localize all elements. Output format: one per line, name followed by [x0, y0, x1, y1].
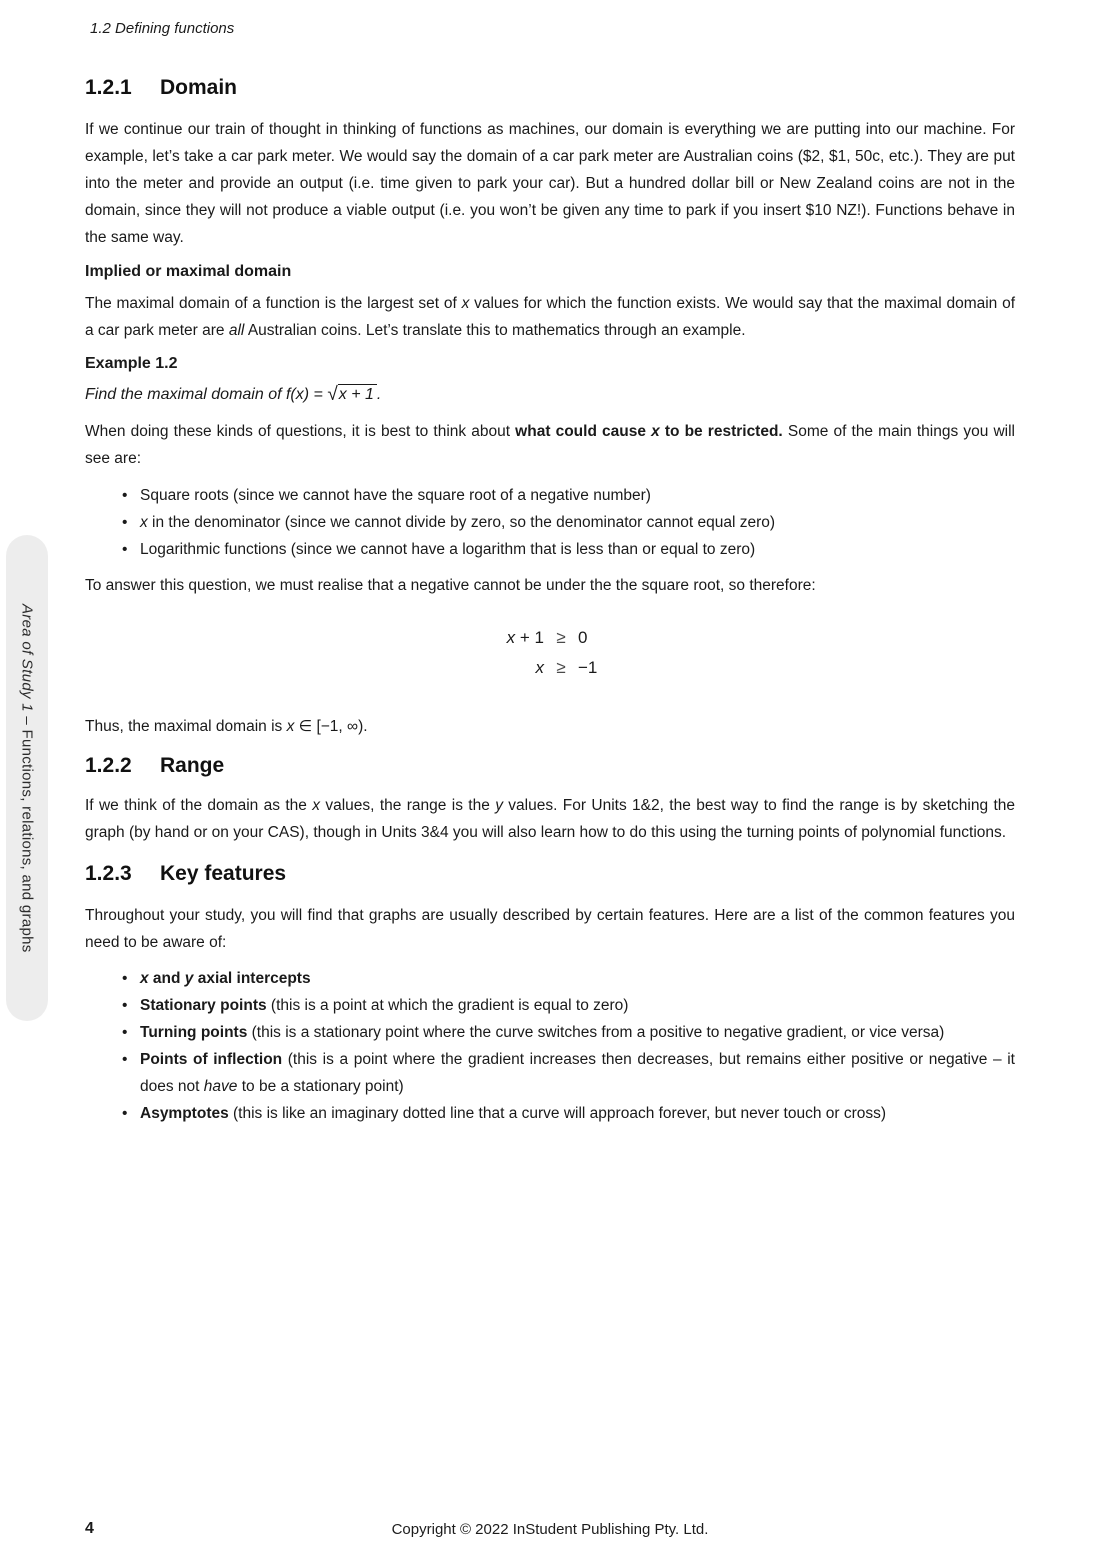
key-features-intro-paragraph: Throughout your study, you will find that graphs are usually described by certain features. Here are a list of the common features you need to be aware of: [85, 907, 1015, 951]
text-segment: values. For Units 1&2, the best way to find the range is by sketching the graph (by hand or on your CAS), though in Units 3&4 you will also learn how to do this using the turning points of polynomial functions. [85, 797, 1015, 841]
sqrt-expression [327, 386, 377, 403]
text-segment: If we think of the domain as the [85, 797, 313, 814]
radical-sign: √ [327, 384, 338, 405]
math-var-x: x [651, 423, 660, 440]
bullet-marker: • [122, 487, 128, 504]
section-heading-domain [85, 76, 1015, 100]
math-var-y: y [495, 797, 503, 814]
math-var-x: x [140, 970, 149, 987]
geq-operator: ≥ [556, 658, 566, 677]
text-segment: in the denominator (since we cannot divide by zero, so the denominator cannot equal zero) [147, 514, 776, 531]
section-number: 1.2.3 [85, 862, 132, 885]
bullet-item [85, 1100, 1015, 1127]
bullet-item [85, 965, 1015, 992]
equation-rhs: 0 [578, 628, 588, 647]
emphasis-have: have [203, 1078, 238, 1095]
example-label: Example 1.2 [85, 355, 178, 372]
restriction-bullet-list [85, 482, 1015, 563]
text-segment: (this is a point where the gradient increases then decreases, but remains either positive or negative – it does not [140, 1051, 1015, 1095]
bullet-text [140, 992, 1015, 1019]
bullet-item [85, 482, 1015, 509]
section-heading-range [85, 754, 1015, 778]
section-title: Key features [160, 862, 287, 885]
example-question [85, 377, 1015, 413]
range-paragraph [85, 792, 1015, 846]
section-number: 1.2.2 [85, 754, 132, 777]
bullet-text [140, 509, 1015, 536]
bullet-text [140, 1046, 1015, 1100]
restriction-paragraph [85, 418, 1015, 472]
equation-rhs: −1 [578, 658, 598, 677]
sidebar-series-subtitle: – Functions, relations, and graphs [18, 711, 36, 953]
feature-term: Turning points [140, 1024, 248, 1041]
bullet-item [85, 509, 1015, 536]
equation-row [482, 623, 618, 653]
question-text: . [376, 386, 382, 403]
feature-term: Stationary points [140, 997, 267, 1014]
text-segment: Some of the main things you will see are: [85, 423, 1015, 467]
answer-paragraph: To answer this question, we must realise that a negative cannot be under the the square root, so therefore: [85, 577, 816, 594]
bullet-item [85, 536, 1015, 563]
text-segment: The maximal domain of a function is the largest set of [85, 295, 462, 312]
equation-row [482, 653, 618, 683]
feature-term: Asymptotes [140, 1105, 229, 1122]
bullet-marker: • [122, 1105, 128, 1122]
maximal-domain-paragraph [85, 290, 1015, 344]
geq-operator: ≥ [556, 628, 566, 647]
bullet-text: Logarithmic functions (since we cannot have a logarithm that is less than or equal to zero) [140, 541, 756, 558]
section-number: 1.2.1 [85, 76, 132, 99]
text-segment: values, the range is the [320, 797, 496, 814]
bullet-text [140, 1019, 1015, 1046]
radicand: x + 1 [338, 384, 377, 405]
text-segment: values for which the function exists. We would say that the maximal domain of a car park meter are [85, 295, 1015, 339]
bullet-text [140, 1100, 1015, 1127]
text-segment: When doing these kinds of questions, it is best to think about [85, 423, 516, 440]
math-text: + 1 [515, 628, 544, 647]
math-text: ∈ [−1, ∞). [294, 718, 368, 735]
math-var-y: y [184, 970, 194, 987]
bullet-text [140, 965, 1015, 992]
math-var-x: x [535, 658, 544, 677]
bullet-marker: • [122, 1051, 128, 1068]
section-title: Domain [160, 76, 238, 99]
math-var-x: x [461, 295, 470, 312]
key-features-bullet-list [85, 965, 1015, 1127]
equation-block [482, 623, 618, 683]
section-heading-key-features [85, 862, 1015, 886]
conclusion-paragraph [85, 713, 1015, 740]
sidebar-tab [6, 535, 48, 1021]
math-var-x: x [286, 718, 295, 735]
bold-segment: to be restricted. [659, 423, 783, 440]
text-segment: (this is a point at which the gradient is equal to zero) [266, 997, 629, 1014]
question-text: Find the maximal domain of f(x) = [85, 386, 328, 403]
text-segment: Thus, the maximal domain is [85, 718, 287, 735]
text-segment: (this is like an imaginary dotted line that a curve will approach forever, but never touch or cross) [228, 1105, 887, 1122]
bullet-marker: • [122, 1024, 128, 1041]
sidebar-label [19, 604, 36, 953]
running-header: 1.2 Defining functions [90, 20, 235, 37]
bold-segment: what could cause [515, 423, 652, 440]
section-title: Range [160, 754, 225, 777]
equation-lhs [482, 653, 544, 683]
equation-lhs [482, 623, 544, 653]
sidebar-series-title: Area of Study 1 [18, 603, 36, 712]
feature-term: Points of inflection [140, 1051, 283, 1068]
bullet-item [85, 1046, 1015, 1100]
bullet-marker: • [122, 997, 128, 1014]
bold-segment: and [148, 970, 185, 987]
text-segment: (this is a stationary point where the curve switches from a positive to negative gradient, or vice versa) [247, 1024, 945, 1041]
bullet-text: Square roots (since we cannot have the square root of a negative number) [140, 487, 651, 504]
text-segment: to be a stationary point) [237, 1078, 404, 1095]
text-segment: Australian coins. Let’s translate this to mathematics through an example. [244, 322, 746, 339]
domain-intro-paragraph: If we continue our train of thought in thinking of functions as machines, our domain is everything we are putting into our machine. For example, let’s take a car park meter. We would say the domain of a car park meter are Australian coins ($2, $1, 50c, etc.). They are put into the meter and provide an output (i.e. time given to park your car). But a hundred dollar bill or New Zealand coins are not in the domain, since they will not produce a viable output (i.e. you won’t be given any time to park if you insert $10 NZ!). Functions behave in the same way. [85, 121, 1015, 246]
footer-page-number: 4 [85, 1520, 94, 1537]
main-content [85, 76, 1015, 1127]
footer-copyright: Copyright © 2022 InStudent Publishing Pty. Ltd. [391, 1521, 709, 1538]
bullet-marker: • [122, 541, 128, 558]
emphasis-all: all [228, 322, 245, 339]
math-var-x: x [312, 797, 321, 814]
bullet-item [85, 992, 1015, 1019]
math-var-x: x [140, 514, 148, 531]
bullet-marker: • [122, 514, 128, 531]
bullet-marker: • [122, 970, 128, 987]
bold-segment: axial intercepts [193, 970, 311, 987]
math-var-x: x [506, 628, 516, 647]
implied-domain-subheading: Implied or maximal domain [85, 263, 292, 280]
bullet-item [85, 1019, 1015, 1046]
